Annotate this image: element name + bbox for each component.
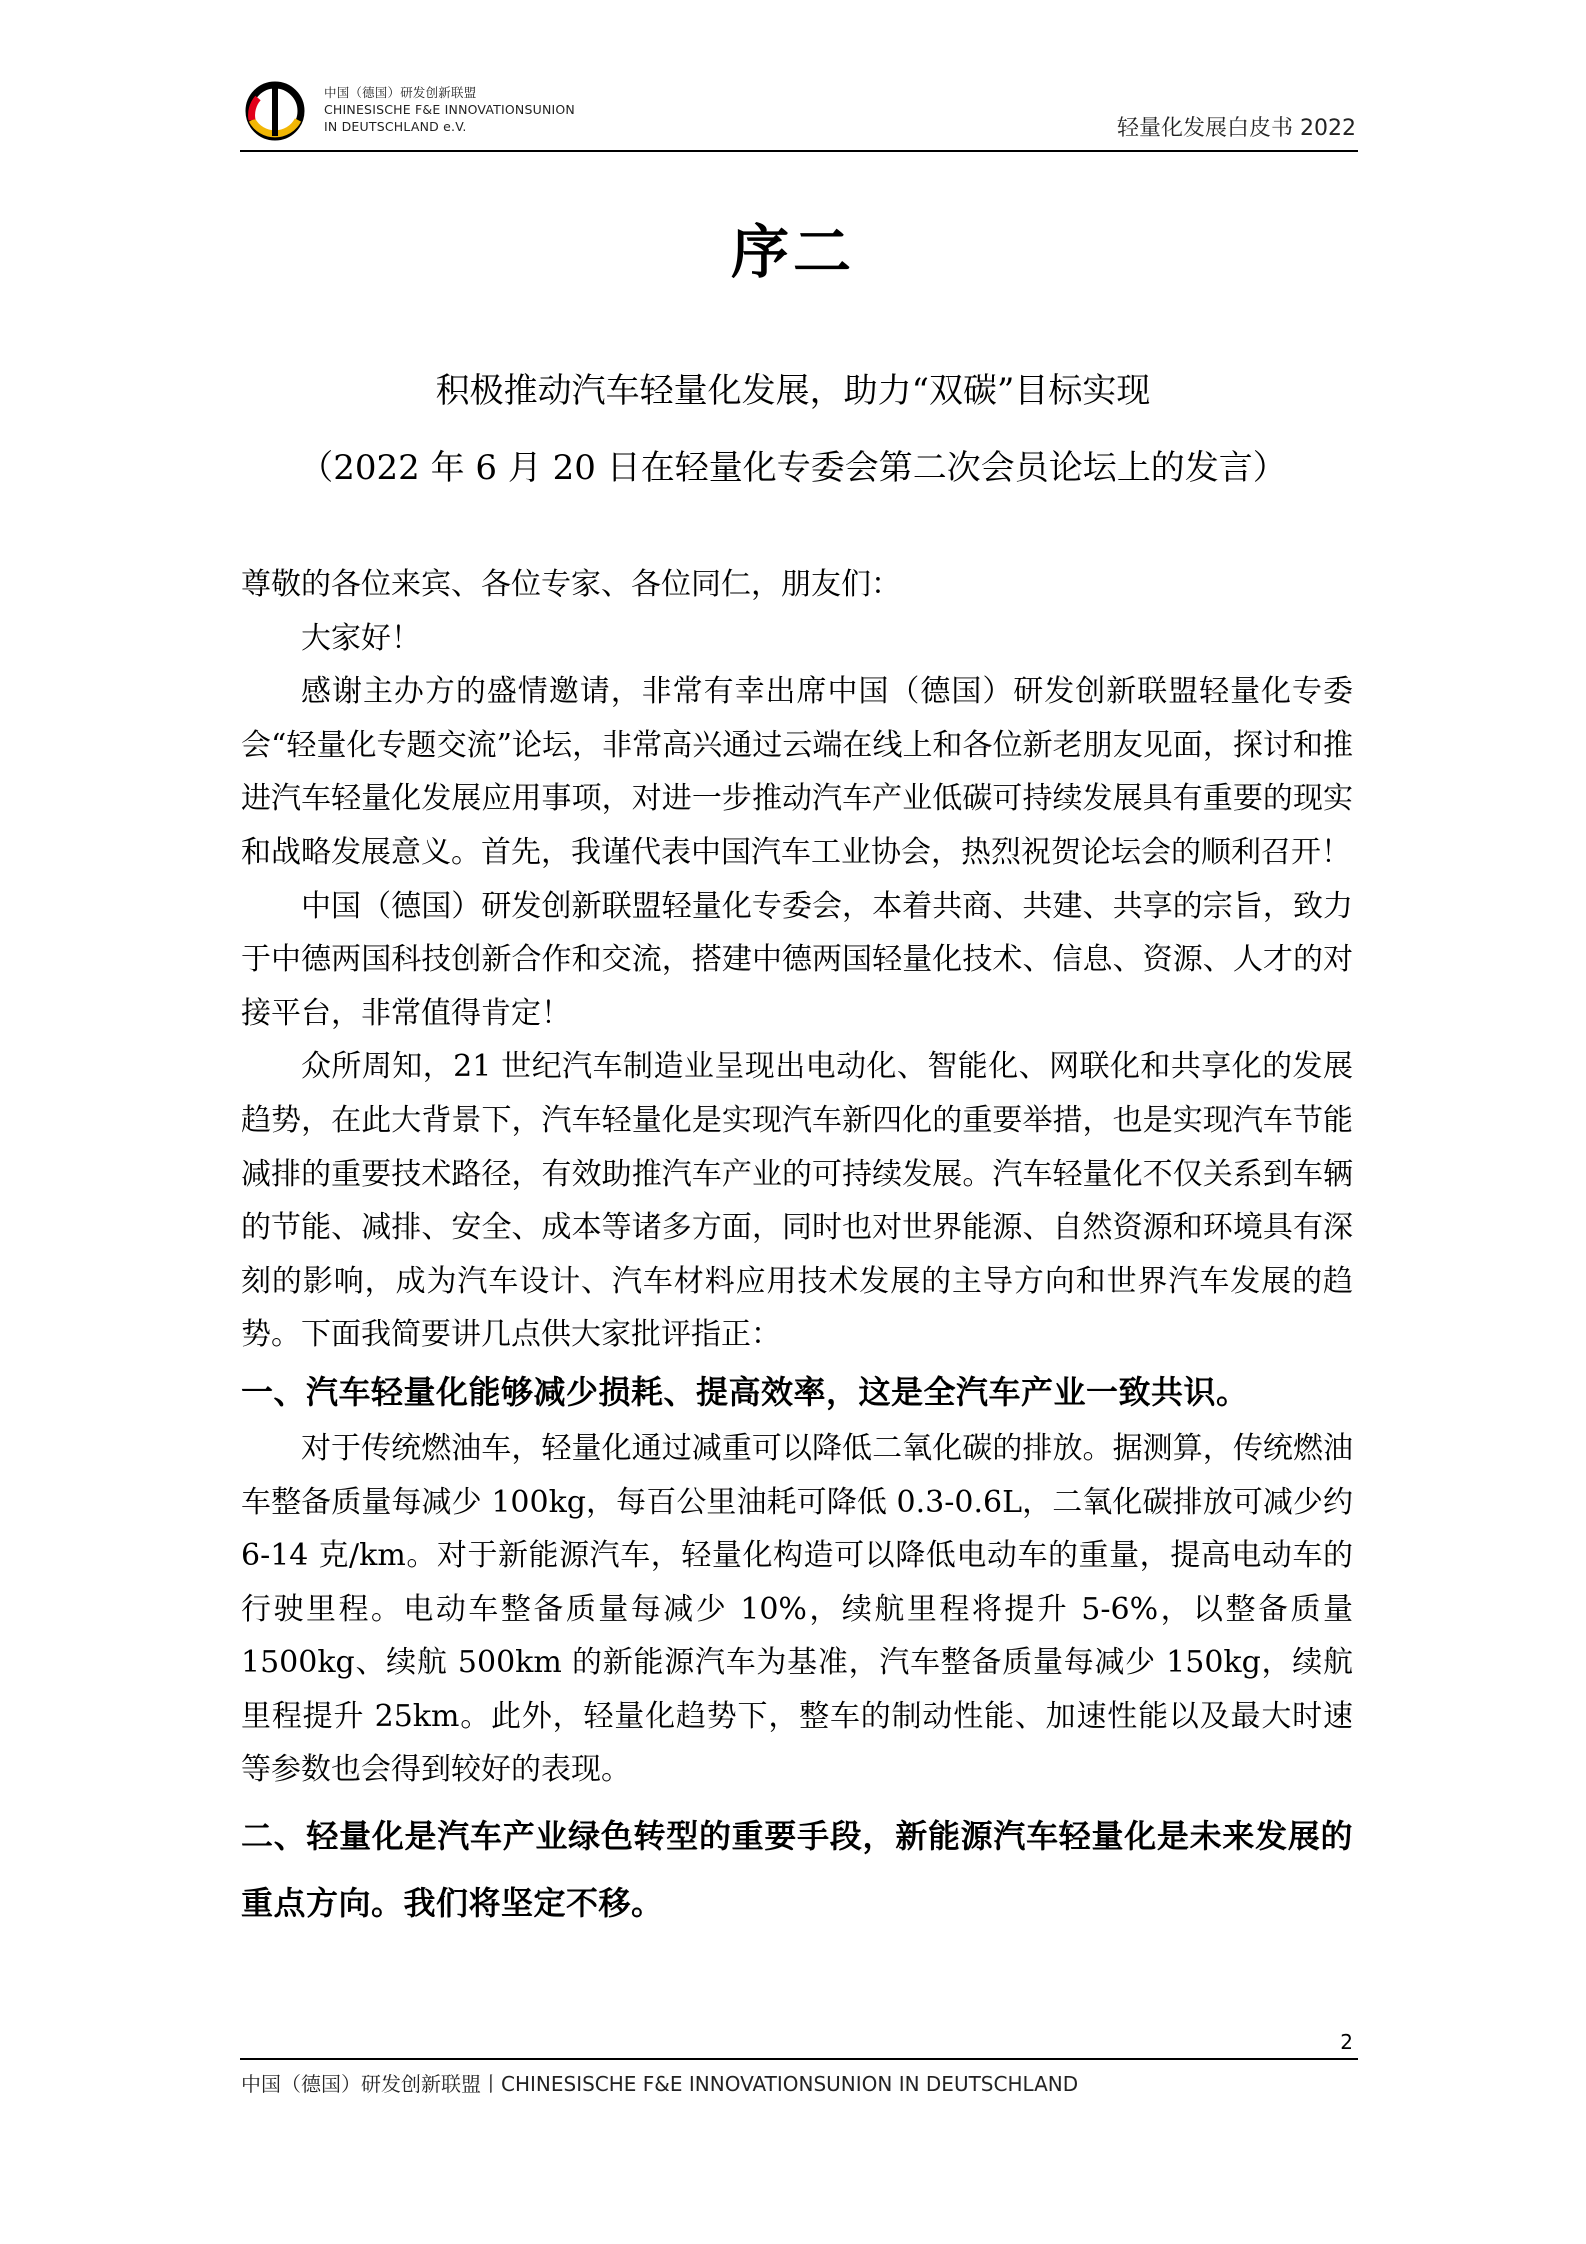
- footer-divider: [240, 2058, 1358, 2060]
- page-header: [240, 70, 1358, 152]
- section-heading-1: 一、汽车轻量化能够减少损耗、提高效率，这是全汽车产业一致共识。: [241, 1372, 1249, 1411]
- union-logo: [244, 80, 306, 142]
- paragraph-2: 中国（德国）研发创新联盟轻量化专委会，本着共商、共建、共享的宗旨，致力于中德两国科技创新合作和交流，搭建中德两国轻量化技术、信息、资源、人才的对接平台，非常值得肯定！: [241, 888, 1353, 1031]
- org-name-block: [324, 84, 575, 135]
- paragraph-4: 对于传统燃油车，轻量化通过减重可以降低二氧化碳的排放。据测算，传统燃油车整备质量每减少 100kg，每百公里油耗可降低 0.3-0.6L，二氧化碳排放可减少约 6-14 克/km。对于新能源汽车，轻量化构造可以降低电动车的重量，提高电动车的行驶里程。电动车整备质量每减少 10%，续航里程将提升 5-6%，以整备质量 1500kg、续航 500km 的新能源汽车为基准，汽车整备质量每减少 150kg，续航里程提升 25km。此外，轻量化趋势下，整车的制动性能、加速性能以及最大时速等参数也会得到较好的表现。: [241, 1430, 1353, 1788]
- org-name-de-line2: IN DEUTSCHLAND e.V.: [324, 119, 467, 134]
- page-footer: 中国（德国）研发创新联盟丨CHINESISCHE F&E INNOVATIONSUNION IN DEUTSCHLAND: [241, 2072, 1079, 2096]
- org-name-cn: 中国（德国）研发创新联盟: [324, 85, 477, 100]
- speech-occasion: （2022 年 6 月 20 日在轻量化专委会第二次会员论坛上的发言）: [299, 448, 1287, 488]
- org-name-de-line1: CHINESISCHE F&E INNOVATIONSUNION: [324, 102, 575, 117]
- body-content: [241, 558, 1353, 1937]
- page-title: 序二: [730, 218, 855, 286]
- speech-title: 积极推动汽车轻量化发展，助力“双碳”目标实现: [435, 371, 1151, 411]
- section-heading-2: 二、轻量化是汽车产业绿色转型的重要手段，新能源汽车轻量化是未来发展的重点方向。我们将坚定不移。: [241, 1817, 1353, 1923]
- paragraph-3: 众所周知，21 世纪汽车制造业呈现出电动化、智能化、网联化和共享化的发展趋势，在此大背景下，汽车轻量化是实现汽车新四化的重要举措，也是实现汽车节能减排的重要技术路径，有效助推汽车产业的可持续发展。汽车轻量化不仅关系到车辆的节能、减排、安全、成本等诸多方面，同时也对世界能源、自然资源和环境具有深刻的影响，成为汽车设计、汽车材料应用技术发展的主导方向和世界汽车发展的趋势。下面我简要讲几点供大家批评指正：: [241, 1049, 1353, 1353]
- greeting: 大家好！: [301, 620, 421, 656]
- document-title: 轻量化发展白皮书 2022: [1117, 116, 1356, 141]
- paragraph-1: 感谢主办方的盛情邀请，非常有幸出席中国（德国）研发创新联盟轻量化专委会“轻量化专题交流”论坛，非常高兴通过云端在线上和各位新老朋友见面，探讨和推进汽车轻量化发展应用事项，对进一步推动汽车产业低碳可持续发展具有重要的现实和战略发展意义。首先，我谨代表中国汽车工业协会，热烈祝贺论坛会的顺利召开！: [241, 674, 1353, 870]
- page-number: 2: [1340, 2030, 1353, 2054]
- salutation: 尊敬的各位来宾、各位专家、各位同仁，朋友们：: [241, 567, 901, 602]
